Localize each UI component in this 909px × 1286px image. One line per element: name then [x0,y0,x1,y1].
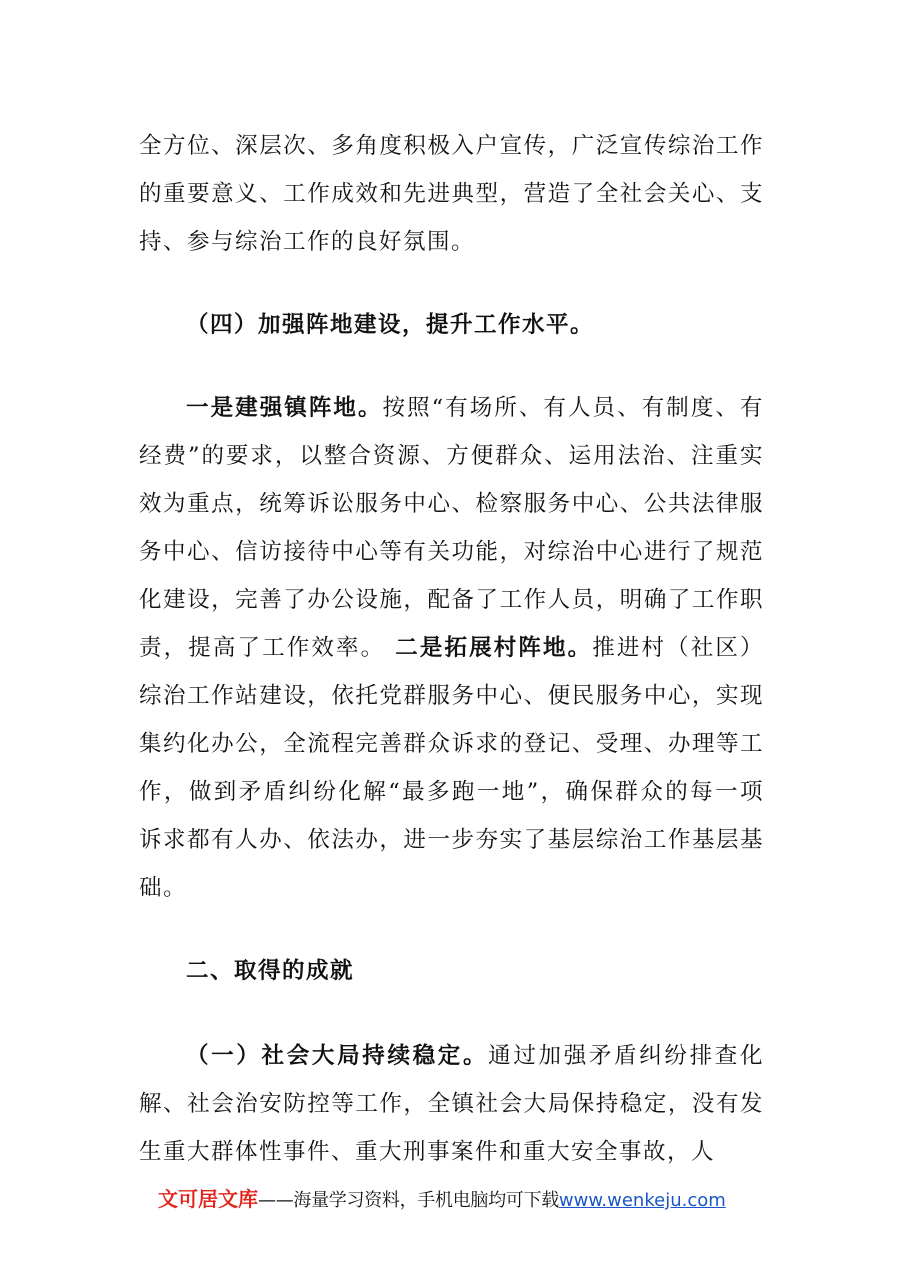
footer-slogan: ——海量学习资料，手机电脑均可下载 [258,1190,559,1211]
paragraph-publicity-text: 全方位、深层次、多角度积极入户宣传，广泛宣传综治工作的重要意义、工作成效和先进典型，营造了全社会关心、支持、参与综治工作的良好氛围。 [139,133,764,255]
heading-achievements-text: 二、取得的成就 [186,958,355,984]
paragraph-positions [139,384,764,912]
footer-brand: 文可居文库 [158,1187,258,1211]
paragraph-stability [139,1032,764,1176]
lead-village-position: 二是拓展村阵地。 [385,635,593,661]
text-stability: 通过加强矛盾纠纷排查化解、社会治安防控等工作，全镇社会大局保持稳定，没有发生重大群体性事件、重大刑事案件和重大安全事故，人 [139,1043,764,1165]
heading-section-4-text: （四）加强阵地建设，提升工作水平。 [186,312,595,338]
lead-town-position: 一是建强镇阵地。 [186,395,383,421]
lead-stability: （一）社会大局持续稳定。 [186,1043,489,1069]
footer-banner [158,1183,726,1212]
heading-section-4 [139,301,764,349]
text-town-position: 按照“有场所、有人员、有制度、有经费”的要求，以整合资源、方便群众、运用法治、注重实效为重点，统筹诉讼服务中心、检察服务中心、公共法律服务中心、信访接待中心等有关功能，对综治中心进行了规范化建设，完善了办公设施，配备了工作人员，明确了工作职责，提高了工作效率。 [139,395,764,661]
paragraph-publicity [139,122,764,266]
text-village-position: 推进村（社区）综治工作站建设，依托党群服务中心、便民服务中心，实现集约化办公，全流程完善群众诉求的登记、受理、办理等工作，做到矛盾纠纷化解“最多跑一地”，确保群众的每一项诉求都有人办、依法办，进一步夯实了基层综治工作基层基础。 [139,635,764,901]
document-body [139,122,764,1176]
footer-site-link[interactable]: www.wenkeju.com [558,1190,726,1211]
heading-achievements [139,947,764,995]
